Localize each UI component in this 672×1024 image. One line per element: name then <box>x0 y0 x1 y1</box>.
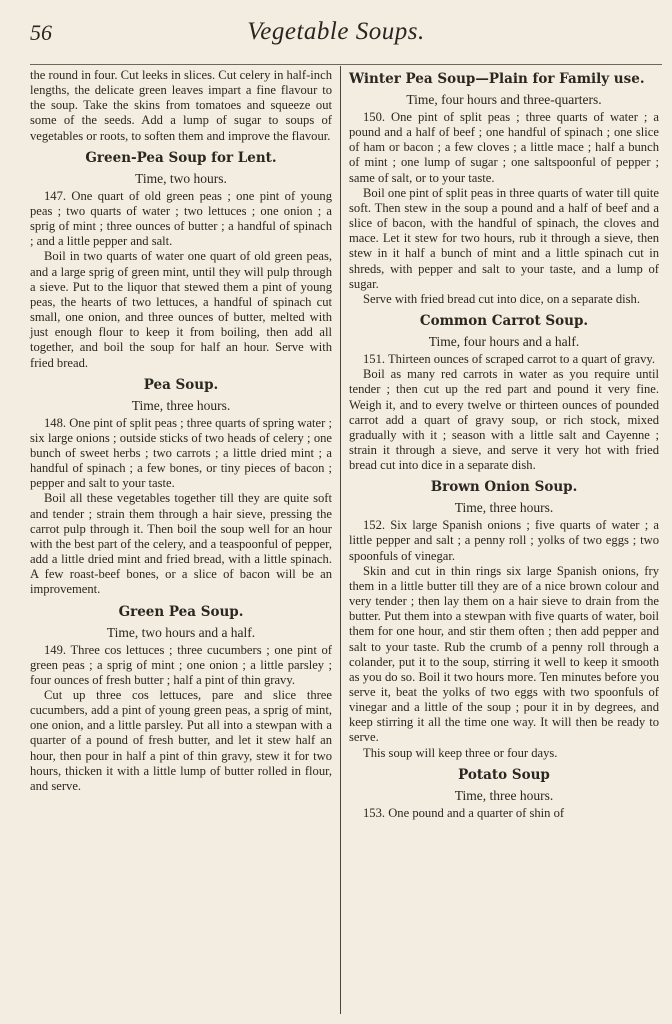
time-potato: Time, three hours. <box>454 787 554 803</box>
page-header <box>0 16 672 56</box>
serving-150: Serve with fried bread cut into dice, on a separate dish. <box>363 291 640 306</box>
method-148: Boil all these vegetables together till they are quite soft and tender ; strain them through a hair sieve, pressing the carrot pulp through it. Then boil the soup well for an hour with the best part of the celery, and a teaspoonful of pepper, add a little dried mint and fried bread, with a little spinach. A few roast-beef bones, or a slice of bacon will be an improvement. <box>30 491 332 597</box>
method-149: Cut up three cos lettuces, pare and slice three cucumbers, add a pint of young green peas, a sprig of mint, one onion, and a little parsley. Put all into a stewpan with a quarter of a pound of fresh butter, and let it stew half an hour, then pour in half a pint of thin gravy, stew it for two hours, thicken it with a little lump of butter rolled in flour, and serve. <box>30 688 332 793</box>
ingredients-150: 150. One pint of split peas ; three quarts of water ; a pound and a half of beef ; one handful of spinach ; one slice of ham or bacon ; a few cloves ; a little mace ; half a bunch of mint ; one lump of sugar ; one saltspoonful of pepper ; same of salt, or to your taste. <box>349 110 659 185</box>
time-carrot: Time, four hours and a half. <box>428 334 580 350</box>
ingredients-151: 151. Thirteen ounces of scraped carrot to a quart of gravy. <box>363 352 655 367</box>
ingredients-148: 148. One pint of split peas ; three quarts of spring water ; six large onions ; outside sticks of two heads of celery ; one bunch of sweet herbs ; two carrots ; a little dried mint ; a handful of spinach ; a few bones, or tiny pieces of bacon ; pepper and salt to your taste. <box>30 415 332 491</box>
time-pea-soup: Time, three hours. <box>131 397 231 413</box>
heading-carrot: Common Carrot Soup. <box>419 313 589 330</box>
heading-green-pea-soup: Green Pea Soup. <box>118 603 244 620</box>
method-150: Boil one pint of split peas in three quarts of water till quite soft. Then stew in the soup a pound and a half of beef and a slice of bacon, with the handful of spinach, the cloves and mace. Let it stew for two hours, rub it through a sieve, then stew in it half a bunch of mint and a little spinach cut in shreds, with pepper and salt to your taste, and a lump of sugar. <box>349 185 659 291</box>
heading-brown-onion: Brown Onion Soup. <box>430 479 578 496</box>
header-rule <box>30 64 662 65</box>
right-column <box>349 68 659 821</box>
heading-green-pea-lent: Green-Pea Soup for Lent. <box>85 149 277 166</box>
intro-paragraph: the round in four. Cut leeks in slices. Cut celery in half-inch lengths, the delicate green leaves impart a fine flavour to the soup. Take the skins from tomatoes and squeeze out some of the seeds. Add a lump of sugar to soups of vegetables or roots, to soften them and improve the flavour. <box>30 68 332 143</box>
method-151: Boil as many red carrots in water as you require until tender ; then cut up the red part and pound it very fine. Weigh it, and to every twelve or thirteen ounces of pounded carrot add a quart of gravy soup, or rich stock, mixed gradually with it ; season with a little salt and Cayenne ; strain it through a sieve, and serve it very hot with fried bread cut into dice in a separate dish. <box>349 367 659 473</box>
method-147: Boil in two quarts of water one quart of old green peas, and a large sprig of green mint, until they will pulp through a sieve. Put to the liquor that stewed them a pint of young peas, the hearts of two lettuces, a handful of spinach cut small, one onion, and three ounces of butter, melted with just enough flour to keep it from boiling, then add all together, and boil the soup for half an hour. Serve with fried bread. <box>30 249 332 370</box>
ingredients-153: 153. One pound and a quarter of shin of <box>363 805 565 820</box>
heading-winter-pea: Winter Pea Soup—Plain for Family use. <box>349 71 645 87</box>
ingredients-152: 152. Six large Spanish onions ; five quarts of water ; a little pepper and salt ; a penny roll ; yolks of two eggs ; two spoonfuls of vinegar. <box>349 518 659 563</box>
keeping-note-152: This soup will keep three or four days. <box>363 745 558 760</box>
running-title: Vegetable Soups. <box>247 18 425 45</box>
time-winter-pea: Time, four hours and three-quarters. <box>406 92 602 107</box>
page-number: 56 <box>30 20 52 45</box>
method-152: Skin and cut in thin rings six large Spanish onions, fry them in a little butter till they are of a nice brown colour and very tender ; then lay them on a hair sieve to drain from the butter. Put them into a stewpan with five quarts of water, boil them for one hour, and stir them often ; then add pepper and salt to your taste. Rub the crumb of a penny roll through a colander, put it to the soup, stirring it well to keep it smooth as you do so. Boil it two hours more. Ten minutes before you serve it, beat the yolks of two eggs with two spoonfuls of vinegar and a little of the soup ; pour it in by degrees, and keep stirring it all the time one way. It will then be ready to serve. <box>349 563 659 745</box>
column-divider <box>340 66 341 1014</box>
ingredients-149: 149. Three cos lettuces ; three cucumbers ; one pint of green peas ; a sprig of mint ; one onion ; a little parsley ; four ounces of fresh butter ; half a pint of thin gravy. <box>30 642 332 687</box>
time-green-pea-soup: Time, two hours and a half. <box>106 624 256 640</box>
time-green-pea-lent: Time, two hours. <box>135 170 227 186</box>
left-column <box>30 68 332 794</box>
heading-potato: Potato Soup <box>458 766 550 783</box>
time-brown-onion: Time, three hours. <box>454 500 554 516</box>
heading-pea-soup: Pea Soup. <box>143 376 219 393</box>
ingredients-147: 147. One quart of old green peas ; one pint of young peas ; two quarts of water ; two lettuces ; one onion ; a sprig of mint ; three ounces of butter ; a handful of spinach ; and a little pepper and salt. <box>30 188 332 249</box>
